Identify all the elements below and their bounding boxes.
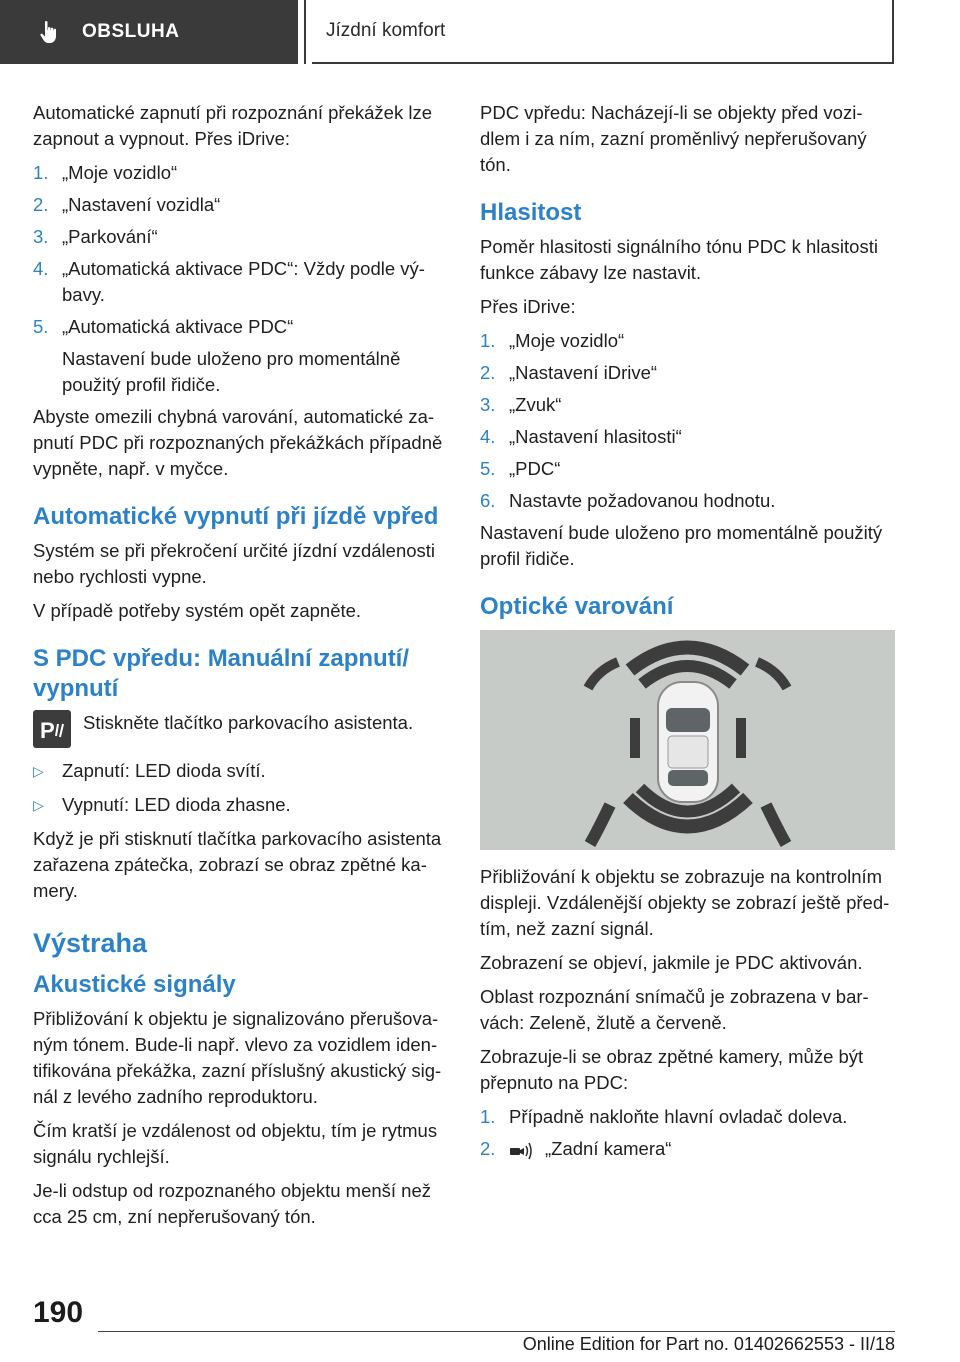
list-item: ▷ Zapnutí: LED dioda svítí. bbox=[33, 758, 449, 784]
pdc-button-instruction bbox=[33, 710, 449, 748]
section-tab-label: Jízdní komfort bbox=[326, 20, 446, 41]
footer-divider bbox=[98, 1331, 895, 1332]
press-button-text: Stiskněte tlačítko parkovacího asistenta. bbox=[83, 712, 414, 733]
triangle-bullet-icon: ▷ bbox=[33, 763, 44, 779]
list-item: ▷ Vypnutí: LED dioda zhasne. bbox=[33, 792, 449, 818]
list-item: 4. „Nastavení hlasitosti“ bbox=[480, 426, 682, 447]
heading-volume: Hlasitost bbox=[480, 199, 582, 226]
volume-paragraph: Poměr hlasitosti signálního tónu PDC k hlasitosti funkce zábavy lze nastavit. bbox=[480, 236, 878, 283]
reverse-paragraph: Když je při stisknutí tlačítka parkovacího asistenta zařazena zpátečka, zobrazí se obraz zpětné kamery. bbox=[33, 828, 442, 901]
list-item: 5. „Automatická aktivace PDC“ Nastavení bude uloženo pro momentálně použitý profil řidiče. bbox=[33, 314, 449, 398]
svg-text:P: P bbox=[40, 718, 55, 743]
auto-off-paragraph: Systém se při překročení určité jízdní vzdálenosti nebo rychlosti vypne. bbox=[33, 540, 436, 587]
wash-paragraph: Abyste omezili chybná varování, automatické zapnutí PDC při rozpoznaných překážkách případně vypněte, např. v myčce. bbox=[33, 406, 443, 479]
parking-assist-button-icon bbox=[33, 710, 71, 748]
led-status-list bbox=[33, 758, 449, 818]
list-item: 2. „Nastavení iDrive“ bbox=[480, 362, 658, 383]
edition-text: Online Edition for Part no. 01402662553 - II/18 bbox=[522, 1334, 895, 1354]
list-item: 6. Nastavte požadovanou hodnotu. bbox=[480, 490, 776, 511]
triangle-bullet-icon: ▷ bbox=[33, 797, 44, 813]
reenable-paragraph: V případě potřeby systém opět zapněte. bbox=[33, 600, 362, 621]
heading-optical: Optické varování bbox=[480, 593, 674, 620]
list-item: 1. „Moje vozidlo“ bbox=[480, 330, 625, 351]
auto-activation-steps bbox=[33, 160, 449, 398]
section-tab bbox=[312, 0, 894, 64]
display-paragraph: Přibližování k objektu se zobrazuje na kontrolním displeji. Vzdálenější objekty se zobrazí ještě předtím, než zazní signál. bbox=[480, 866, 890, 939]
acoustic-paragraph-2: Čím kratší je vzdálenost od objektu, tím je rytmus signálu rychlejší. bbox=[33, 1120, 438, 1167]
list-item: 3. „Parkování“ bbox=[33, 226, 158, 247]
list-item: 1. „Moje vozidlo“ bbox=[33, 162, 178, 183]
intro-paragraph: Automatické zapnutí při rozpoznání překážek lze zapnout a vypnout. Přes iDrive: bbox=[33, 102, 432, 149]
camera-paragraph: Zobrazuje-li se obraz zpětné kamery, může být přepnuto na PDC: bbox=[480, 1046, 864, 1093]
acoustic-paragraph-3: Je-li odstup od rozpoznaného objektu menší než cca 25 cm, zní nepřerušovaný tón. bbox=[33, 1180, 432, 1227]
area-paragraph: Oblast rozpoznání snímačů je zobrazena v barvách: Zeleně, žlutě a červeně. bbox=[480, 986, 869, 1033]
pdc-display-illustration bbox=[480, 630, 895, 850]
parking-assist-icon bbox=[37, 714, 67, 744]
chapter-tab bbox=[0, 0, 298, 64]
heading-warning: Výstraha bbox=[33, 928, 148, 958]
header-divider bbox=[304, 0, 306, 64]
volume-steps bbox=[480, 328, 896, 514]
page-header bbox=[0, 0, 960, 66]
hand-pointer-icon bbox=[38, 19, 64, 45]
heading-acoustic: Akustické signály bbox=[33, 971, 236, 998]
rear-camera-icon bbox=[509, 1140, 533, 1160]
appears-paragraph: Zobrazení se objeví, jakmile je PDC aktivován. bbox=[480, 952, 863, 973]
list-item: 2. „Nastavení vozidla“ bbox=[33, 194, 221, 215]
acoustic-paragraph-1: Přibližování k objektu je signalizováno přerušovaným tónem. Bude-li např. vlevo za vozidlem identifikována překážka, zazní příslušný akustický signál z levého zadního reproduktoru. bbox=[33, 1008, 442, 1107]
list-item: 3. „Zvuk“ bbox=[480, 394, 562, 415]
heading-auto-off: Automatické vypnutí při jízdě vpřed bbox=[33, 503, 439, 530]
page-number: 190 bbox=[33, 1296, 84, 1329]
list-item-note: Nastavení bude uloženo pro momentálně použitý profil řidiče. bbox=[62, 348, 401, 395]
camera-steps bbox=[480, 1104, 896, 1162]
heading-manual: S PDC vpředu: Manuální zapnutí/ vypnutí bbox=[33, 645, 410, 702]
list-item: 2. „Zadní kamera“ bbox=[480, 1138, 672, 1159]
left-column bbox=[33, 100, 449, 1238]
saved-paragraph: Nastavení bude uloženo pro momentálně použitý profil řidiče. bbox=[480, 522, 883, 569]
list-item: 5. „PDC“ bbox=[480, 458, 561, 479]
right-column bbox=[480, 100, 896, 1168]
chapter-tab-label: OBSLUHA bbox=[82, 21, 180, 42]
front-pdc-paragraph: PDC vpředu: Nacházejí-li se objekty před vozidlem i za ním, zazní proměnlivý nepřerušovaný tón. bbox=[480, 102, 867, 175]
list-item: 4. „Automatická aktivace PDC“: Vždy podle výbavy. bbox=[33, 258, 425, 305]
via-idrive-text: Přes iDrive: bbox=[480, 296, 576, 317]
list-item: 1. Případně nakloňte hlavní ovladač doleva. bbox=[480, 1106, 848, 1127]
